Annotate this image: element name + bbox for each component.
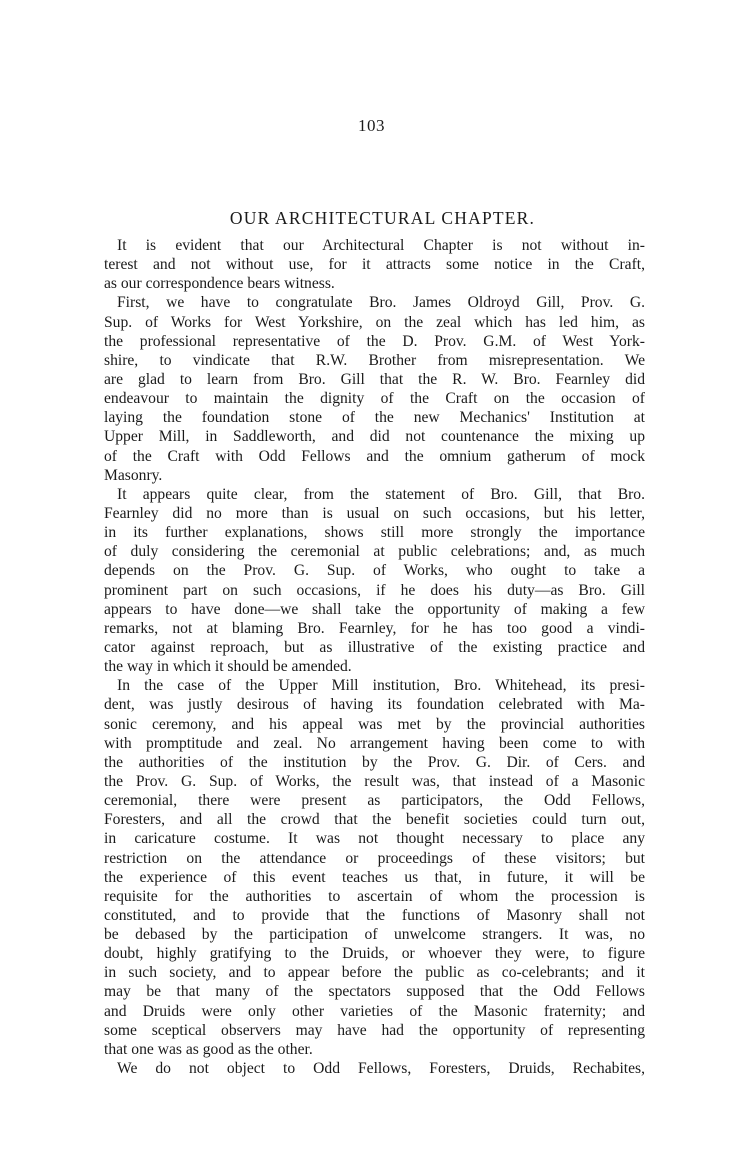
text-line: may be that many of the spectators supposed that the Odd Fellows [104,983,645,1001]
text-line: some sceptical observers may have had the opportunity of representing [104,1021,645,1039]
text-line: Upper Mill, in Saddleworth, and did not countenance the mixing up [104,428,645,446]
text-line: requisite for the authorities to ascertain of whom the procession is [104,887,645,905]
text-line: of the Craft with Odd Fellows and the omnium gatherum of mock [104,447,645,465]
text-line: the Prov. G. Sup. of Works, the result was, that instead of a Masonic [104,772,645,790]
text-line: in such society, and to appear before the public as co-celebrants; and it [104,964,645,982]
text-line: endeavour to maintain the dignity of the Craft on the occasion of [104,390,645,408]
text-line: as our correspondence bears witness. [104,275,335,293]
text-line: It is evident that our Architectural Chapter is not without in- [117,237,645,254]
text-line: restriction on the attendance or proceedings of these visitors; but [104,849,645,867]
page-number: 103 [358,116,385,135]
text-line: We do not object to Odd Fellows, Foresters, Druids, Rechabites, [117,1060,645,1078]
text-line: Foresters, and all the crowd that the benefit societies could turn out, [104,811,645,829]
text-line: laying the foundation stone of the new Mechanics' Institution at [104,409,645,427]
text-line: In the case of the Upper Mill institution, Bro. Whitehead, its presi- [117,677,645,695]
text-line: terest and not without use, for it attracts some notice in the Craft, [104,256,645,274]
text-line: and Druids were only other varieties of the Masonic fraternity; and [104,1002,645,1020]
text-line: the authorities of the institution by the Prov. G. Dir. of Cers. and [104,753,645,771]
text-line: in caricature costume. It was not thought necessary to place any [104,830,645,848]
text-line: appears to have done—we shall take the opportunity of making a few [104,600,645,618]
text-line: in its further explanations, shows still more strongly the importance [104,524,645,542]
text-line: depends on the Prov. G. Sup. of Works, who ought to take a [104,562,645,580]
text-line: remarks, not at blaming Bro. Fearnley, for he has too good a vindi- [104,619,645,637]
text-line: prominent part on such occasions, if he does his duty—as Bro. Gill [104,581,645,599]
text-line: Fearnley did no more than is usual on such occasions, but his letter, [104,504,645,522]
text-line: with promptitude and zeal. No arrangement having been come to with [104,734,645,752]
text-line: the experience of this event teaches us that, in future, it will be [104,868,645,886]
text-line: are glad to learn from Bro. Gill that the R. W. Bro. Fearnley did [104,370,645,388]
text-line: doubt, highly gratifying to the Druids, or whoever they were, to figure [104,945,645,963]
text-line: that one was as good as the other. [104,1040,313,1058]
text-line: Sup. of Works for West Yorkshire, on the zeal which has led him, as [104,313,645,331]
text-line: First, we have to congratulate Bro. James Oldroyd Gill, Prov. G. [117,294,645,312]
text-line: sonic ceremony, and his appeal was met by the provincial authorities [104,715,645,733]
text-line: It appears quite clear, from the statement of Bro. Gill, that Bro. [117,485,645,503]
text-line: the way in which it should be amended. [104,658,352,676]
text-line: of duly considering the ceremonial at public celebrations; and, as much [104,543,645,561]
text-line: ceremonial, there were present as participators, the Odd Fellows, [104,792,645,810]
text-line: cator against reproach, but as illustrative of the existing practice and [104,638,645,656]
text-line: be debased by the participation of unwelcome strangers. It was, no [104,926,645,944]
text-line: shire, to vindicate that R.W. Brother from misrepresentation. We [104,351,645,369]
chapter-title: OUR ARCHITECTURAL CHAPTER. [229,208,536,228]
text-line: dent, was justly desirous of having its foundation celebrated with Ma- [104,696,645,714]
text-line: the professional representative of the D. Prov. G.M. of West York- [104,332,645,350]
text-line: Masonry. [104,466,163,484]
text-line: constituted, and to provide that the functions of Masonry shall not [104,906,645,924]
body-text [104,236,645,1078]
